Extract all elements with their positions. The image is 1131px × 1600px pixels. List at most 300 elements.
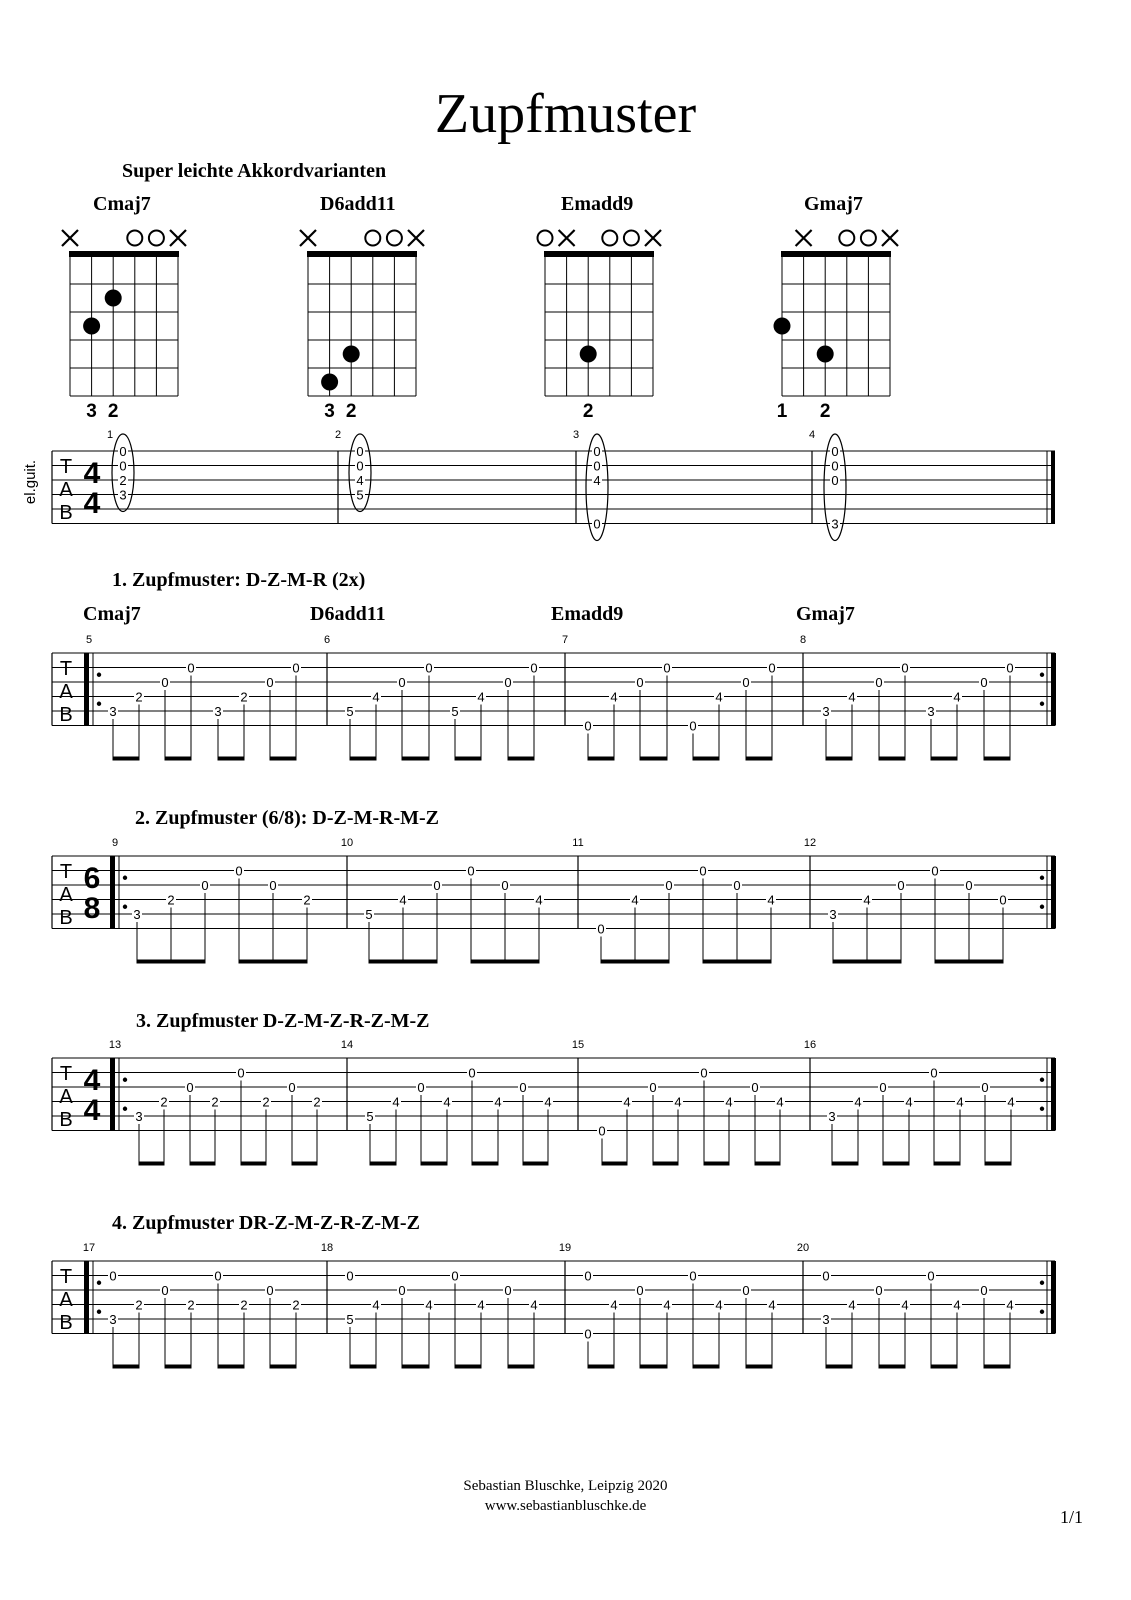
pattern-1-chord-1: Cmaj7 <box>83 603 141 625</box>
repeat-dot <box>123 905 127 909</box>
note-beam <box>832 1162 859 1166</box>
note-beam <box>934 1162 961 1166</box>
fret-number: 0 <box>201 878 209 893</box>
fret-number: 2 <box>167 892 175 908</box>
note-beam <box>935 960 1004 964</box>
note-beam <box>270 1365 297 1369</box>
note-beam <box>455 1365 482 1369</box>
fret-number: 2 <box>160 1094 168 1110</box>
fret-number: 0 <box>398 675 406 690</box>
fret-number: 2 <box>135 689 143 705</box>
fret-number: 0 <box>346 1268 354 1284</box>
fret-number: 4 <box>544 1094 552 1110</box>
fret-number: 4 <box>477 689 485 705</box>
tab-clef-a: A <box>59 884 73 906</box>
fret-number: 0 <box>649 1080 657 1095</box>
fret-number: 0 <box>109 1268 117 1284</box>
repeat-dot <box>1040 702 1044 706</box>
fret-number: 4 <box>905 1094 913 1110</box>
muted-string-icon <box>170 230 186 246</box>
fret-number: 0 <box>417 1080 425 1095</box>
note-beam <box>640 1365 668 1369</box>
fret-number: 0 <box>119 444 127 459</box>
repeat-dot <box>97 702 101 706</box>
fret-number: 5 <box>451 704 459 719</box>
fret-number: 0 <box>927 1268 935 1284</box>
fret-number: 4 <box>530 1297 538 1313</box>
fret-number: 4 <box>425 1297 433 1313</box>
finger-number: 2 <box>819 401 831 422</box>
fret-number: 0 <box>831 458 839 474</box>
fret-number: 4 <box>848 689 856 705</box>
tab-clef-a: A <box>59 479 73 501</box>
note-beam <box>370 1162 397 1166</box>
fret-number: 0 <box>831 444 839 459</box>
repeat-dot <box>123 876 127 880</box>
fret-number: 0 <box>751 1080 759 1095</box>
fret-number: 2 <box>292 1297 300 1313</box>
subtitle: Super leichte Akkordvarianten <box>122 160 387 182</box>
repeat-dot <box>1040 1078 1044 1082</box>
fret-number: 0 <box>356 458 364 474</box>
fret-number: 0 <box>931 863 939 879</box>
pattern-2-title: 2. Zupfmuster (6/8): D-Z-M-R-M-Z <box>135 807 440 829</box>
page-title: Zupfmuster <box>434 83 697 145</box>
fret-number: 0 <box>214 1268 222 1284</box>
fret-number: 4 <box>715 689 723 705</box>
fret-number: 5 <box>356 487 364 503</box>
fret-number: 0 <box>897 878 905 893</box>
fret-number: 4 <box>854 1094 862 1110</box>
tab-clef-b: B <box>59 907 73 929</box>
muted-string-icon <box>559 230 575 246</box>
fret-number: 4 <box>494 1094 502 1110</box>
measure-number: 10 <box>340 837 354 849</box>
measure-number: 12 <box>803 837 817 849</box>
pattern-3-time-signature-bottom: 4 <box>83 1094 101 1127</box>
fret-number: 3 <box>822 1312 830 1327</box>
fret-number: 0 <box>742 675 750 690</box>
measure-number: 7 <box>561 634 569 646</box>
fret-number: 4 <box>953 689 961 705</box>
fret-number: 0 <box>161 1283 169 1298</box>
chord-nut <box>69 251 179 257</box>
fret-number: 0 <box>663 660 671 676</box>
tab-clef-a: A <box>59 1289 73 1311</box>
finger-number: 2 <box>582 401 594 422</box>
measure-number: 6 <box>323 634 331 646</box>
fret-number: 0 <box>636 1283 644 1298</box>
pattern-2-time-signature-top: 6 <box>83 862 101 895</box>
fret-number: 0 <box>742 1283 750 1298</box>
finger-dot <box>321 374 338 391</box>
note-beam <box>241 1162 267 1166</box>
measure-number: 9 <box>111 837 119 849</box>
fret-number: 0 <box>266 675 274 690</box>
muted-string-icon <box>645 230 661 246</box>
repeat-start-thick <box>110 856 115 929</box>
repeat-dot <box>1040 1310 1044 1314</box>
tab-clef-t: T <box>59 1266 73 1288</box>
note-beam <box>165 757 192 761</box>
repeat-end-thick <box>1051 856 1056 929</box>
fret-number: 2 <box>240 1297 248 1313</box>
repeat-dot <box>1040 1281 1044 1285</box>
fret-number: 0 <box>593 458 601 474</box>
open-string-icon <box>602 231 617 246</box>
fret-number: 4 <box>631 892 639 908</box>
repeat-dot <box>97 673 101 677</box>
fret-number: 2 <box>303 892 311 908</box>
measure-number: 8 <box>799 634 807 646</box>
note-beam <box>350 1365 377 1369</box>
fret-number: 0 <box>235 863 243 879</box>
fret-number: 0 <box>598 1123 606 1139</box>
measure-number: 13 <box>108 1039 122 1051</box>
note-beam <box>588 757 615 761</box>
fret-number: 0 <box>398 1283 406 1298</box>
measure-number: 20 <box>796 1242 810 1254</box>
pattern-3-time-signature-top: 4 <box>83 1064 101 1097</box>
fret-number: 0 <box>636 675 644 690</box>
measure-number: 18 <box>320 1242 334 1254</box>
open-string-icon <box>861 231 876 246</box>
fret-number: 0 <box>504 1283 512 1298</box>
note-beam <box>984 757 1011 761</box>
note-beam <box>984 1365 1011 1369</box>
pattern-3-title: 3. Zupfmuster D-Z-M-Z-R-Z-M-Z <box>136 1010 430 1032</box>
page-number: 1/1 <box>1060 1507 1084 1527</box>
note-beam <box>270 757 297 761</box>
fret-number: 0 <box>433 878 441 893</box>
fret-number: 4 <box>399 892 407 908</box>
fret-number: 2 <box>135 1297 143 1313</box>
fret-number: 0 <box>504 675 512 690</box>
fret-number: 4 <box>392 1094 400 1110</box>
fret-number: 3 <box>828 1109 836 1124</box>
fret-number: 5 <box>365 907 373 922</box>
fret-number: 0 <box>292 660 300 676</box>
fret-number: 0 <box>875 675 883 690</box>
finger-number: 1 <box>776 401 788 422</box>
repeat-end-thick <box>1051 1261 1056 1334</box>
fret-number: 0 <box>266 1283 274 1298</box>
instrument-label: el.guit. <box>22 459 39 505</box>
fret-number: 0 <box>981 1080 989 1095</box>
fret-number: 0 <box>119 458 127 474</box>
tab-clef-a: A <box>59 681 73 703</box>
fret-number: 0 <box>593 444 601 459</box>
fret-number: 0 <box>831 473 839 488</box>
note-beam <box>602 1162 628 1166</box>
finger-dot <box>580 346 597 363</box>
repeat-dot <box>123 1078 127 1082</box>
fret-number: 2 <box>119 473 127 488</box>
repeat-dot <box>1040 1107 1044 1111</box>
measure-number: 5 <box>85 634 93 646</box>
fret-number: 0 <box>187 660 195 676</box>
repeat-start-thick <box>84 1261 89 1334</box>
measure-number: 19 <box>558 1242 572 1254</box>
measure-number: 1 <box>106 429 114 441</box>
fret-number: 0 <box>1006 660 1014 676</box>
note-beam <box>931 757 958 761</box>
note-beam <box>653 1162 679 1166</box>
fret-number: 4 <box>372 689 380 705</box>
tab-clef-t: T <box>59 456 73 478</box>
note-beam <box>139 1162 165 1166</box>
fret-number: 4 <box>372 1297 380 1313</box>
fret-number: 4 <box>901 1297 909 1313</box>
note-beam <box>113 757 140 761</box>
fret-number: 4 <box>776 1094 784 1110</box>
tab-clef-b: B <box>59 502 73 524</box>
fret-number: 3 <box>214 704 222 719</box>
finger-dot <box>105 290 122 307</box>
repeat-end-thick <box>1051 653 1056 726</box>
fret-number: 5 <box>346 1312 354 1327</box>
fret-number: 0 <box>597 921 605 937</box>
measure-number: 4 <box>808 429 816 441</box>
footer-website[interactable]: www.sebastianbluschke.de <box>484 1498 647 1514</box>
chord-nut <box>307 251 417 257</box>
note-beam <box>879 757 906 761</box>
fret-number: 4 <box>863 892 871 908</box>
chord-nut <box>781 251 891 257</box>
note-beam <box>508 757 535 761</box>
final-thick-line <box>1051 451 1055 524</box>
fret-number: 0 <box>356 444 364 459</box>
fret-number: 4 <box>477 1297 485 1313</box>
finger-dot <box>774 318 791 335</box>
fret-number: 3 <box>133 907 141 922</box>
fret-number: 0 <box>237 1065 245 1081</box>
pattern-1-chord-2: D6add11 <box>310 603 386 625</box>
fret-number: 0 <box>584 718 592 734</box>
fret-number: 0 <box>530 660 538 676</box>
intro-time-signature-top: 4 <box>83 457 101 490</box>
note-beam <box>640 757 668 761</box>
fret-number: 0 <box>700 1065 708 1081</box>
finger-number: 3 <box>324 401 335 422</box>
measure-number: 3 <box>572 429 580 441</box>
fret-number: 0 <box>980 1283 988 1298</box>
tab-clef-b: B <box>59 1109 73 1131</box>
fret-number: 0 <box>875 1283 883 1298</box>
chord-nut <box>544 251 654 257</box>
muted-string-icon <box>882 230 898 246</box>
note-beam <box>421 1162 448 1166</box>
fret-number: 0 <box>822 1268 830 1284</box>
fret-number: 4 <box>593 473 601 488</box>
fret-number: 4 <box>674 1094 682 1110</box>
fret-number: 0 <box>269 878 277 893</box>
fret-number: 0 <box>879 1080 887 1095</box>
note-beam <box>985 1162 1012 1166</box>
measure-number: 2 <box>334 429 342 441</box>
fret-number: 0 <box>665 878 673 893</box>
open-string-icon <box>624 231 639 246</box>
fret-number: 2 <box>187 1297 195 1313</box>
measure-number: 11 <box>572 837 584 849</box>
repeat-start-thick <box>110 1058 115 1131</box>
fret-number: 0 <box>699 863 707 879</box>
note-beam <box>755 1162 781 1166</box>
fret-number: 0 <box>999 892 1007 908</box>
fret-number: 4 <box>768 1297 776 1313</box>
note-beam <box>165 1365 192 1369</box>
chord-name-gmaj7: Gmaj7 <box>804 193 863 215</box>
note-beam <box>879 1365 906 1369</box>
fret-number: 3 <box>135 1109 143 1124</box>
pattern-1-chord-3: Emadd9 <box>551 603 624 625</box>
fret-number: 0 <box>468 1065 476 1081</box>
note-beam <box>402 1365 430 1369</box>
fret-number: 0 <box>186 1080 194 1095</box>
open-string-icon <box>127 231 142 246</box>
fret-number: 0 <box>467 863 475 879</box>
fret-number: 4 <box>953 1297 961 1313</box>
pattern-1-chord-4: Gmaj7 <box>796 603 855 625</box>
note-beam <box>113 1365 140 1369</box>
note-beam <box>693 757 720 761</box>
tab-clef-t: T <box>59 861 73 883</box>
fret-number: 4 <box>623 1094 631 1110</box>
repeat-dot <box>97 1310 101 1314</box>
note-beam <box>350 757 377 761</box>
pattern-2-time-signature-bottom: 8 <box>83 892 101 925</box>
note-beam <box>704 1162 730 1166</box>
open-string-icon <box>538 231 553 246</box>
note-beam <box>746 757 773 761</box>
open-string-icon <box>365 231 380 246</box>
fret-number: 4 <box>956 1094 964 1110</box>
finger-number: 2 <box>345 401 357 422</box>
fret-number: 3 <box>109 1312 117 1327</box>
tab-clef-a: A <box>59 1086 73 1108</box>
fret-number: 0 <box>980 675 988 690</box>
fret-number: 3 <box>822 704 830 719</box>
note-beam <box>239 960 308 964</box>
repeat-dot <box>1040 876 1044 880</box>
fret-number: 2 <box>211 1094 219 1110</box>
note-beam <box>833 960 902 964</box>
fret-number: 0 <box>689 718 697 734</box>
fret-number: 4 <box>663 1297 671 1313</box>
note-beam <box>218 1365 245 1369</box>
note-beam <box>826 757 853 761</box>
muted-string-icon <box>796 230 812 246</box>
fret-number: 0 <box>501 878 509 893</box>
fret-number: 3 <box>109 704 117 719</box>
note-beam <box>746 1365 773 1369</box>
fret-number: 0 <box>733 878 741 893</box>
note-beam <box>883 1162 910 1166</box>
fret-number: 4 <box>1006 1297 1014 1313</box>
fret-number: 4 <box>1007 1094 1015 1110</box>
fret-number: 4 <box>535 892 543 908</box>
fret-number: 3 <box>119 487 127 503</box>
fret-number: 0 <box>519 1080 527 1095</box>
repeat-dot <box>97 1281 101 1285</box>
fret-number: 0 <box>965 878 973 893</box>
tab-clef-t: T <box>59 658 73 680</box>
muted-string-icon <box>62 230 78 246</box>
measure-number: 15 <box>571 1039 585 1051</box>
fret-number: 0 <box>584 1326 592 1342</box>
fret-number: 0 <box>901 660 909 676</box>
fret-number: 4 <box>610 689 618 705</box>
note-beam <box>402 757 430 761</box>
note-beam <box>523 1162 549 1166</box>
finger-dot <box>83 318 100 335</box>
note-beam <box>588 1365 615 1369</box>
pattern-4-title: 4. Zupfmuster DR-Z-M-Z-R-Z-M-Z <box>112 1212 420 1234</box>
chord-name-cmaj7: Cmaj7 <box>93 193 151 215</box>
finger-dot <box>817 346 834 363</box>
muted-string-icon <box>300 230 316 246</box>
fret-number: 0 <box>768 660 776 676</box>
fret-number: 3 <box>927 704 935 719</box>
fret-number: 4 <box>715 1297 723 1313</box>
fret-number: 0 <box>161 675 169 690</box>
pattern-1-title: 1. Zupfmuster: D-Z-M-R (2x) <box>112 569 366 591</box>
repeat-dot <box>123 1107 127 1111</box>
note-beam <box>137 960 206 964</box>
open-string-icon <box>387 231 402 246</box>
fret-number: 0 <box>593 516 601 532</box>
fret-number: 4 <box>767 892 775 908</box>
fret-number: 4 <box>848 1297 856 1313</box>
note-beam <box>703 960 772 964</box>
repeat-dot <box>1040 905 1044 909</box>
note-beam <box>693 1365 720 1369</box>
finger-number: 2 <box>107 401 119 422</box>
open-string-icon <box>839 231 854 246</box>
chord-name-d6add11: D6add11 <box>320 193 396 215</box>
note-beam <box>471 960 540 964</box>
repeat-start-thick <box>84 653 89 726</box>
fret-number: 0 <box>451 1268 459 1284</box>
fret-number: 0 <box>425 660 433 676</box>
note-beam <box>455 757 482 761</box>
repeat-end-thick <box>1051 1058 1056 1131</box>
measure-number: 16 <box>803 1039 817 1051</box>
measure-number: 17 <box>82 1242 96 1254</box>
fret-number: 2 <box>262 1094 270 1110</box>
tab-clef-b: B <box>59 704 73 726</box>
fret-number: 0 <box>930 1065 938 1081</box>
measure-number: 14 <box>340 1039 354 1051</box>
note-beam <box>508 1365 535 1369</box>
tab-clef-t: T <box>59 1063 73 1085</box>
note-beam <box>218 757 245 761</box>
note-beam <box>369 960 438 964</box>
fret-number: 4 <box>725 1094 733 1110</box>
finger-dot <box>343 346 360 363</box>
fret-number: 3 <box>831 516 839 532</box>
note-beam <box>190 1162 216 1166</box>
intro-time-signature-bottom: 4 <box>83 487 101 520</box>
fret-number: 4 <box>443 1094 451 1110</box>
chord-name-emadd9: Emadd9 <box>561 193 634 215</box>
open-string-icon <box>149 231 164 246</box>
fret-number: 0 <box>689 1268 697 1284</box>
fret-number: 5 <box>346 704 354 719</box>
fret-number: 5 <box>366 1109 374 1124</box>
fret-number: 0 <box>584 1268 592 1284</box>
fret-number: 4 <box>356 473 364 488</box>
